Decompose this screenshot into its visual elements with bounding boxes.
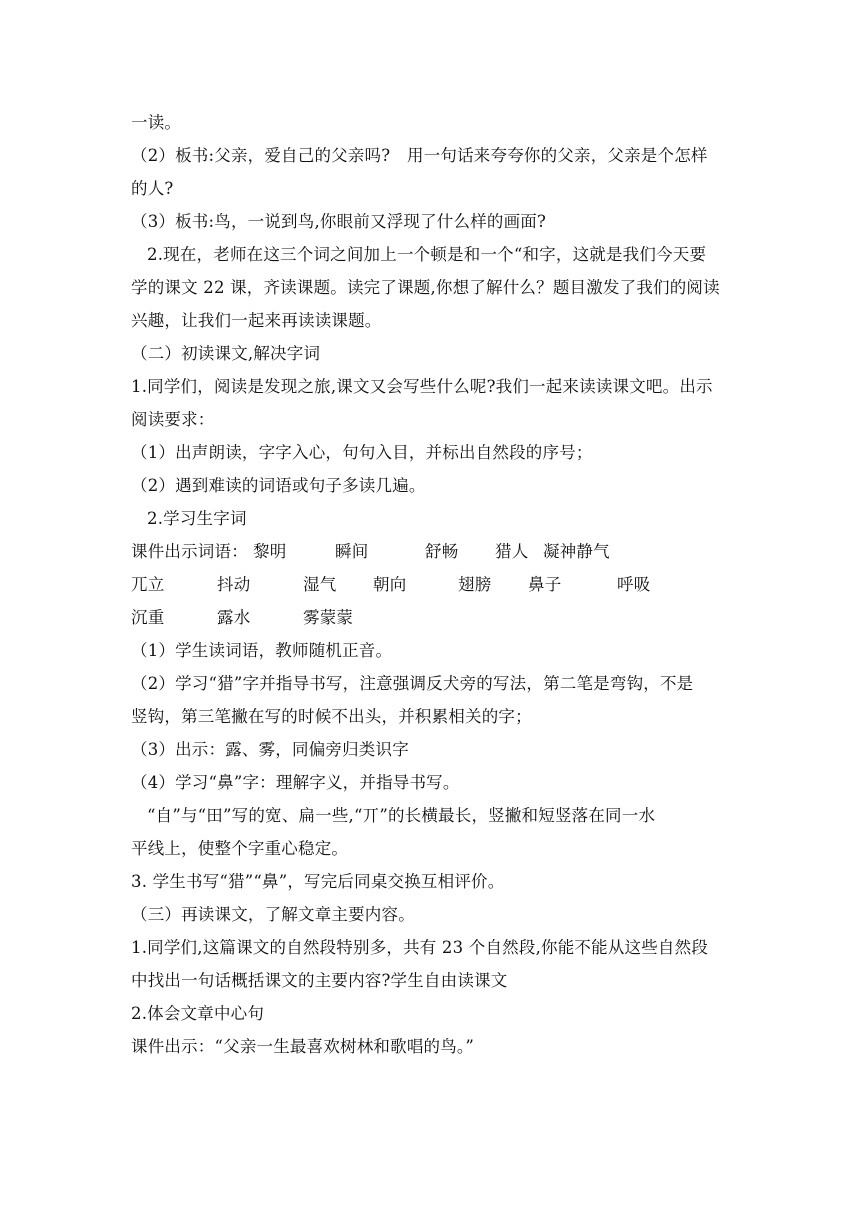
paragraph-line: 3. 学生书写“猎”“鼻”，写完后同桌交换互相评价。 (131, 872, 505, 891)
paragraph-line: 的人? (131, 179, 174, 198)
vocab-word: 凝神静气 (543, 542, 610, 561)
vocab-word: 呼吸 (617, 575, 651, 594)
paragraph-line: 1.同学们,这篇课文的自然段特别多，共有 23 个自然段,你能不能从这些自然段 (131, 938, 709, 957)
paragraph-line: （2）遇到难读的词语或句子多读几遍。 (131, 476, 426, 495)
paragraph-line: （3）出示：露、雾，同偏旁归类识字 (131, 740, 409, 759)
paragraph-line: （2）板书:父亲，爱自己的父亲吗? 用一句话来夸夸你的父亲，父亲是个怎样 (131, 146, 708, 165)
paragraph-line: 课件出示：“父亲一生最喜欢树林和歌唱的鸟。” (131, 1037, 475, 1056)
paragraph-line: 学的课文 22 课，齐读课题。读完了课题,你想了解什么？题目激发了我们的阅读 (131, 278, 720, 297)
vocab-word: 鼻子 (528, 575, 562, 594)
section-heading: （二）初读课文,解决字词 (131, 344, 321, 363)
paragraph-line: 一读。 (131, 113, 182, 132)
section-heading: （三）再读课文，了解文章主要内容。 (131, 905, 415, 924)
paragraph-line: （3）板书:鸟，一说到鸟,你眼前又浮现了什么样的画面? (131, 212, 547, 231)
vocab-word: 翅膀 (458, 575, 492, 594)
vocab-word: 瞬间 (335, 542, 369, 561)
vocab-word: 黎明 (253, 542, 287, 561)
vocab-word: 兀立 (131, 575, 165, 594)
paragraph-line: 1.同学们，阅读是发现之旅,课文又会写些什么呢?我们一起来读读课文吧。出示 (131, 377, 713, 396)
paragraph-line: 2.体会文章中心句 (131, 1004, 265, 1023)
vocab-word: 湿气 (303, 575, 337, 594)
vocab-word: 沉重 (131, 608, 165, 627)
document-body (131, 106, 731, 1063)
paragraph-line: 2.现在，老师在这三个词之间加上一个顿是和一个“和字，这就是我们今天要 (147, 245, 707, 264)
paragraph-line: （1）出声朗读，字字入心，句句入目，并标出自然段的序号； (131, 443, 593, 462)
paragraph-line: （1）学生读词语，教师随机正音。 (131, 641, 393, 660)
paragraph-line: 平线上，使整个字重心稳定。 (131, 839, 349, 858)
vocab-word: 露水 (217, 608, 251, 627)
vocab-row-1 (131, 535, 731, 568)
vocab-row-3 (131, 601, 731, 634)
vocab-word: 雾蒙蒙 (303, 608, 354, 627)
vocab-word: 猎人 (495, 542, 529, 561)
paragraph-line: 中找出一句话概括课文的主要内容?学生自由读课文 (131, 971, 508, 990)
paragraph-line: 阅读要求： (131, 410, 215, 429)
paragraph-line: （2）学习“猎”字并指导书写，注意强调反犬旁的写法，第二笔是弯钩，不是 (131, 674, 694, 693)
paragraph-line: 2.学习生字词 (147, 509, 247, 528)
paragraph-line: “自”与“田”写的宽、扁一些,“丌”的长横最长，竖撇和短竖落在同一水 (147, 806, 656, 825)
vocab-word: 朝向 (373, 575, 407, 594)
paragraph-line: （4）学习“鼻”字：理解字义，并指导书写。 (131, 773, 460, 792)
paragraph-line: 兴趣，让我们一起来再读读课题。 (131, 311, 382, 330)
vocab-intro: 课件出示词语： (131, 542, 248, 561)
vocab-row-2 (131, 568, 731, 601)
vocab-word: 抖动 (217, 575, 251, 594)
paragraph-line: 竖钩，第三笔撇在写的时候不出头，并积累相关的字； (131, 707, 532, 726)
vocab-word: 舒畅 (425, 542, 459, 561)
